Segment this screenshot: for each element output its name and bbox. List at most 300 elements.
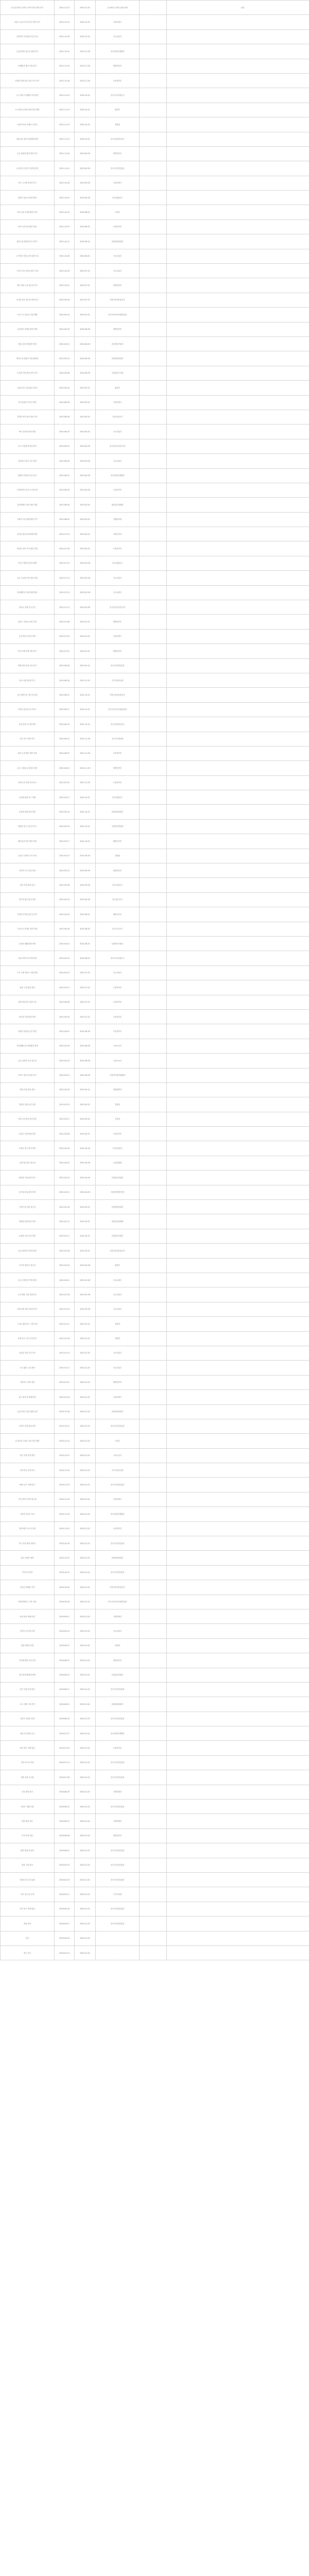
table-cell: 2021-05-17 xyxy=(55,834,75,849)
table-cell: 사인 시스템 표준화 연구 xyxy=(1,176,55,190)
table-cell xyxy=(140,234,167,249)
table-cell xyxy=(140,322,167,336)
table-cell xyxy=(167,336,309,351)
table-cell xyxy=(167,1507,309,1521)
table-cell: 2021-11-10 xyxy=(55,132,75,146)
table-cell: 과학기술정보통신부 xyxy=(96,1244,140,1258)
table-cell: 경찰청 xyxy=(96,1317,140,1331)
table-cell: 2021-05-13 xyxy=(55,849,75,863)
table-cell: 우체국 창구 편의 개선 xyxy=(1,1141,55,1156)
table-cell: 유니버설 디자인 교육 과정 개발 xyxy=(1,1434,55,1448)
table-row xyxy=(1,732,309,746)
table-cell: 지자체 협력 사업 추진 xyxy=(1,1653,55,1668)
table-row xyxy=(1,88,309,103)
table-cell: 점자블록 설치 기준 정비 xyxy=(1,454,55,468)
table-cell: 장애인 복지관 공간 개선 xyxy=(1,1024,55,1039)
table-cell: 2020-12-31 xyxy=(75,1682,96,1697)
table-cell xyxy=(167,1009,309,1024)
table-cell: 디지털 정보 접근성 향상 연구 xyxy=(1,293,55,307)
table-cell: 2020-12-31 xyxy=(75,1419,96,1433)
table-cell: 2022-06-30 xyxy=(75,351,96,366)
table-cell xyxy=(140,1828,167,1843)
table-cell xyxy=(140,1171,167,1185)
table-cell xyxy=(140,849,167,863)
table-cell xyxy=(167,673,309,687)
table-cell: 2020-08-31 xyxy=(55,1653,75,1668)
table-cell: 한국디자인진흥원 xyxy=(96,1419,140,1433)
table-cell xyxy=(140,746,167,760)
table-cell: 데이터베이스 구축 사업 xyxy=(1,1595,55,1609)
table-row xyxy=(1,863,309,878)
table-cell xyxy=(140,1697,167,1711)
table-cell: 지하철 역사 동선 개선 연구 xyxy=(1,410,55,424)
table-cell: 2021-09-24 xyxy=(55,308,75,322)
table-cell: 2021-08-12 xyxy=(55,468,75,483)
table-cell: 2021-01-31 xyxy=(75,1346,96,1360)
table-row xyxy=(1,219,309,234)
table-cell xyxy=(167,658,309,673)
table-cell: 2022-02-28 xyxy=(75,600,96,615)
table-cell: 서울특별시 xyxy=(96,629,140,643)
table-cell: 기획재정부 xyxy=(96,1785,140,1799)
table-cell: 행정안전부 xyxy=(96,1653,140,1668)
table-cell: 경찰청 xyxy=(96,1331,140,1346)
table-row xyxy=(1,937,309,951)
table-cell: 국토교통부 xyxy=(96,1346,140,1360)
table-row xyxy=(1,1800,309,1814)
table-cell xyxy=(140,1682,167,1697)
table-cell: 2022-09-30 xyxy=(75,146,96,161)
table-cell: 2021-03-31 xyxy=(75,1229,96,1243)
table-cell xyxy=(167,746,309,760)
table-cell: 2021-01-07 xyxy=(55,1375,75,1389)
table-cell xyxy=(140,1244,167,1258)
table-cell: 한국교통안전공단 xyxy=(96,132,140,146)
table-cell: 2021-04-08 xyxy=(55,995,75,1009)
table-row xyxy=(1,1009,309,1024)
table-cell: 한국건설기술연구원 xyxy=(96,600,140,615)
table-row xyxy=(1,1814,309,1828)
table-cell xyxy=(167,1068,309,1082)
table-cell xyxy=(167,454,309,468)
table-cell xyxy=(140,1156,167,1170)
table-cell xyxy=(140,527,167,541)
table-cell xyxy=(140,761,167,775)
table-cell: 2020-12-31 xyxy=(75,1668,96,1682)
table-cell xyxy=(167,381,309,395)
table-cell: 2021-04-01 xyxy=(55,1024,75,1039)
table-cell xyxy=(140,980,167,995)
table-cell xyxy=(167,1258,309,1273)
table-cell xyxy=(167,44,309,59)
table-cell: 2021-01-25 xyxy=(55,1302,75,1316)
table-cell: 2022-11-30 xyxy=(75,59,96,73)
table-cell xyxy=(140,1814,167,1828)
table-cell: 2022-03-31 xyxy=(75,527,96,541)
table-cell xyxy=(140,410,167,424)
table-row xyxy=(1,761,309,775)
table-cell: 지하보도 안전 개선 xyxy=(1,1375,55,1389)
table-cell: 보건복지부 xyxy=(96,775,140,790)
table-row xyxy=(1,191,309,205)
table-cell: 2021-01-18 xyxy=(55,1331,75,1346)
table-cell: 2020-12-31 xyxy=(75,1478,96,1492)
table-cell: 산림청 xyxy=(96,849,140,863)
table-cell: 여성가족부 xyxy=(96,527,140,541)
table-cell: 보건복지부 xyxy=(96,73,140,88)
table-cell: 재난 대피 시설 접근성 연구 xyxy=(1,278,55,293)
table-cell: 한국토지주택공사 xyxy=(96,88,140,103)
table-cell xyxy=(140,498,167,512)
table-cell: 국제 표준 동향 조사 xyxy=(1,1463,55,1478)
table-cell: 행정안전부 xyxy=(96,1375,140,1389)
table-cell: 2020-05-11 xyxy=(55,1887,75,1902)
table-cell: 산업통상자원부 xyxy=(96,1171,140,1185)
table-row xyxy=(1,1551,309,1565)
table-row xyxy=(1,1507,309,1521)
table-cell: 2021-05-20 xyxy=(55,819,75,834)
table-cell: 2021-10-31 xyxy=(75,805,96,819)
table-row xyxy=(1,1492,309,1506)
table-cell: 공공건축물 접근성 실태 조사 xyxy=(1,44,55,59)
table-cell xyxy=(140,366,167,380)
table-cell: 2021-10-31 xyxy=(75,790,96,805)
table-cell: 국토교통부 xyxy=(96,454,140,468)
table-cell xyxy=(140,132,167,146)
table-row xyxy=(1,1887,309,1902)
table-row xyxy=(1,308,309,322)
table-cell xyxy=(167,512,309,527)
table-cell: 어린이집 안전 설계 기준 xyxy=(1,995,55,1009)
table-row xyxy=(1,1463,309,1478)
table-cell xyxy=(140,1785,167,1799)
table-cell: 2022-09-30 xyxy=(75,161,96,176)
table-cell: 공공 일자리 공간 접근성 xyxy=(1,1054,55,1068)
table-row xyxy=(1,541,309,556)
table-cell: 2022-02-28 xyxy=(75,585,96,600)
table-cell: 공공 주차장 이용 편의 개선 xyxy=(1,571,55,585)
table-cell xyxy=(167,1828,309,1843)
table-cell: 2021-11-30 xyxy=(55,59,75,73)
table-cell xyxy=(140,1580,167,1595)
table-cell: 쉬운 글 안내문 제작 지침 xyxy=(1,746,55,760)
table-cell: 연차 보고서 작성 xyxy=(1,1755,55,1770)
table-row xyxy=(1,922,309,936)
table-row xyxy=(1,468,309,483)
table-row xyxy=(1,1755,309,1770)
table-cell: 2021-11-30 xyxy=(75,746,96,760)
table-cell xyxy=(140,1595,167,1609)
table-row xyxy=(1,161,309,176)
table-row xyxy=(1,278,309,293)
table-cell: 소방청 xyxy=(96,1112,140,1126)
table-cell: 과학기술정보통신부 xyxy=(96,293,140,307)
table-cell xyxy=(167,761,309,775)
table-cell: 2020-06-15 xyxy=(55,1814,75,1828)
table-cell xyxy=(167,702,309,717)
table-cell: 전문가 자문단 운영 xyxy=(1,1711,55,1726)
table-cell xyxy=(167,1638,309,1653)
table-cell: 2021-04-30 xyxy=(75,1156,96,1170)
table-cell: 영유아 동반 가족 편의 개선 xyxy=(1,541,55,556)
table-cell xyxy=(140,483,167,497)
table-cell: 2021-01-31 xyxy=(75,1361,96,1375)
table-cell xyxy=(140,1404,167,1419)
table-cell: 2021-04-22 xyxy=(55,937,75,951)
table-row xyxy=(1,1375,309,1389)
table-cell xyxy=(140,1770,167,1785)
table-cell: 버스정류장 디자인 개선 xyxy=(1,395,55,410)
table-row xyxy=(1,249,309,263)
table-cell: 보건복지부 xyxy=(96,1024,140,1039)
table-row xyxy=(1,1697,309,1711)
table-row xyxy=(1,351,309,366)
table-cell: 민간 참여 활성화 방안 xyxy=(1,1668,55,1682)
table-cell: 기획재정부 xyxy=(96,1609,140,1623)
table-cell xyxy=(140,644,167,658)
table-cell: 2021-09-30 xyxy=(75,849,96,863)
table-cell xyxy=(167,425,309,439)
table-cell: 휠체어 이용자 동선 분석 xyxy=(1,468,55,483)
table-cell xyxy=(140,1112,167,1126)
table-cell: 한국건설기술연구원 xyxy=(96,439,140,453)
table-row xyxy=(1,951,309,965)
table-cell xyxy=(140,1273,167,1287)
table-cell: 2021-10-28 xyxy=(55,176,75,190)
table-cell xyxy=(140,1931,167,1945)
table-cell: 2020-09-07 xyxy=(55,1638,75,1653)
table-cell xyxy=(140,688,167,702)
table-cell: 2021-09-10 xyxy=(55,351,75,366)
table-cell: 영화진흥위원회 xyxy=(96,1214,140,1229)
table-cell: 장애인 편의시설 설치 기준 연구 xyxy=(1,73,55,88)
table-cell: 2020-07-20 xyxy=(55,1741,75,1755)
table-cell xyxy=(140,1638,167,1653)
table-cell xyxy=(167,219,309,234)
table-cell: 2021-11-15 xyxy=(55,117,75,132)
table-cell xyxy=(167,556,309,570)
table-cell: (재) xyxy=(167,1,309,15)
table-cell: 2020-07-13 xyxy=(55,1755,75,1770)
table-cell xyxy=(140,336,167,351)
table-cell: 산업통상자원부 xyxy=(96,1229,140,1243)
table-cell: 2022-09-30 xyxy=(75,191,96,205)
table-cell: 체육시설 장애인 이용 활성화 xyxy=(1,351,55,366)
table-cell xyxy=(167,1463,309,1478)
table-cell: 한국교통안전공단 xyxy=(96,717,140,732)
table-cell: 2020-12-31 xyxy=(75,1609,96,1623)
table-cell: 해외 우수 사례 분석 xyxy=(1,1478,55,1492)
table-cell: 2020-12-21 xyxy=(55,1419,75,1433)
table-cell: - xyxy=(96,1931,140,1945)
table-cell: 2022-10-31 xyxy=(75,132,96,146)
table-cell xyxy=(167,322,309,336)
table-row xyxy=(1,907,309,922)
table-cell: 2021-02-22 xyxy=(55,1185,75,1199)
table-cell: 2020-12-31 xyxy=(75,1463,96,1478)
table-row xyxy=(1,322,309,336)
table-cell: 2021-01-04 xyxy=(55,1390,75,1404)
table-cell: 2022-02-28 xyxy=(75,571,96,585)
table-cell: 2021-05-31 xyxy=(75,1112,96,1126)
table-cell: 교육부 xyxy=(96,1434,140,1448)
table-cell: 보건복지부 xyxy=(96,219,140,234)
table-cell: 2021-01-31 xyxy=(75,1375,96,1389)
table-cell: 2020-12-31 xyxy=(75,1770,96,1785)
table-row xyxy=(1,29,309,44)
table-cell: 2020-12-31 xyxy=(75,1624,96,1638)
table-cell xyxy=(167,366,309,380)
table-cell: 2021-10-05 xyxy=(55,264,75,278)
table-cell: 자율주행 셔틀 승하차 연구 xyxy=(1,1302,55,1316)
table-cell: 2021-07-19 xyxy=(55,571,75,585)
table-cell xyxy=(167,937,309,951)
table-cell: 홍보 콘텐츠 제작 xyxy=(1,1551,55,1565)
table-cell: 2022-09-30 xyxy=(75,176,96,190)
table-cell: 성과 관리 체계 마련 xyxy=(1,1609,55,1623)
table-row xyxy=(1,73,309,88)
table-row xyxy=(1,1785,309,1799)
table-cell: 한국디자인진흥원 xyxy=(96,1682,140,1697)
table-cell xyxy=(167,1229,309,1243)
table-cell xyxy=(140,1361,167,1375)
table-cell xyxy=(167,88,309,103)
table-cell xyxy=(167,1434,309,1448)
table-cell: 유니버설 디자인 인증제 운영 xyxy=(1,161,55,176)
table-cell: 2021-07-31 xyxy=(75,965,96,980)
table-row xyxy=(1,819,309,834)
table-cell: 2021-05-10 xyxy=(55,863,75,878)
table-cell xyxy=(140,29,167,44)
table-row xyxy=(1,1361,309,1375)
table-cell: 인증 기관 운영 평가 xyxy=(1,1682,55,1697)
table-cell: 행정안전부 xyxy=(96,322,140,336)
table-cell: 2021-03-18 xyxy=(55,1082,75,1097)
table-cell xyxy=(140,1127,167,1141)
table-cell: 고용노동부 xyxy=(96,1039,140,1053)
table-cell xyxy=(167,1770,309,1785)
table-cell: 픽토그램 표준화 연구 xyxy=(1,673,55,687)
table-cell: 2020-11-02 xyxy=(55,1521,75,1536)
table-cell: 도시공원 무장애 설계 지침 개발 xyxy=(1,103,55,117)
table-cell: 법원 이용 편의 개선 xyxy=(1,1082,55,1097)
table-cell: 임산부 편의시설 확충 방안 xyxy=(1,527,55,541)
table-row xyxy=(1,615,309,629)
table-cell xyxy=(140,951,167,965)
table-row xyxy=(1,1580,309,1595)
table-cell: 모바일 앱 접근성 가이드 xyxy=(1,702,55,717)
table-cell xyxy=(140,191,167,205)
table-cell xyxy=(167,995,309,1009)
table-cell: 2021-02-25 xyxy=(55,1171,75,1185)
table-cell xyxy=(167,395,309,410)
table-cell: 2020-12-31 xyxy=(75,1697,96,1711)
table-cell xyxy=(167,59,309,73)
table-cell: 한국디자인진흥원 xyxy=(96,1565,140,1580)
table-cell xyxy=(140,425,167,439)
table-cell xyxy=(167,1478,309,1492)
table-row xyxy=(1,1024,309,1039)
table-cell: 음성 안내 시스템 개선 xyxy=(1,717,55,732)
table-cell xyxy=(140,1858,167,1872)
table-cell xyxy=(167,1419,309,1433)
table-cell: 2021-05-03 xyxy=(55,892,75,907)
table-cell xyxy=(167,1127,309,1141)
table-cell: 국토교통부 xyxy=(96,425,140,439)
table-cell xyxy=(167,205,309,219)
table-cell: 쇼핑몰 이동 동선 개선 xyxy=(1,1229,55,1243)
table-cell: 2020-04-13 xyxy=(55,1945,75,1960)
table-cell xyxy=(167,29,309,44)
table-cell: 2021-08-26 xyxy=(55,410,75,424)
table-cell xyxy=(167,1404,309,1419)
table-cell: 문화체육관광부 xyxy=(96,1551,140,1565)
table-row xyxy=(1,498,309,512)
table-cell: 한국지능정보사회진흥원 xyxy=(96,1595,140,1609)
table-cell xyxy=(140,1141,167,1156)
table-cell xyxy=(167,1171,309,1185)
table-cell xyxy=(140,59,167,73)
table-cell: 2020-12-14 xyxy=(55,1434,75,1448)
table-row xyxy=(1,702,309,717)
table-cell: 2021-02-11 xyxy=(55,1229,75,1243)
table-row xyxy=(1,673,309,687)
table-cell: 서울특별시 xyxy=(96,176,140,190)
table-cell: 국토교통부 xyxy=(96,249,140,263)
table-row xyxy=(1,381,309,395)
table-cell: 2022-12-31 xyxy=(75,29,96,44)
table-cell xyxy=(140,1551,167,1565)
table-cell xyxy=(140,1653,167,1668)
table-cell: 국토교통부 xyxy=(96,1287,140,1302)
table-row xyxy=(1,1156,309,1170)
table-cell xyxy=(140,176,167,190)
table-cell: 2020-05-25 xyxy=(55,1858,75,1872)
table-cell: 한국디자인진흥원 xyxy=(96,161,140,176)
table-cell: 2021-03-02 xyxy=(55,1156,75,1170)
table-cell: 2021-05-27 xyxy=(55,790,75,805)
table-cell: 보도 포장재 안전성 평가 xyxy=(1,439,55,453)
table-cell xyxy=(167,951,309,965)
table-cell: 2022-02-28 xyxy=(75,556,96,570)
table-cell: 2021-10-31 xyxy=(75,834,96,849)
table-cell xyxy=(140,541,167,556)
table-cell: 정책 제안 보고서 작성 xyxy=(1,1521,55,1536)
table-cell: 2022-05-31 xyxy=(75,381,96,395)
table-cell xyxy=(140,1800,167,1814)
table-cell: 2020-12-31 xyxy=(75,1565,96,1580)
table-cell: 2021-06-24 xyxy=(55,673,75,687)
table-cell xyxy=(140,775,167,790)
table-cell: 돌봄 시설 환경 개선 xyxy=(1,980,55,995)
table-cell: 2021-01-28 xyxy=(55,1287,75,1302)
table-cell: 2021-09-20 xyxy=(55,322,75,336)
table-cell xyxy=(167,1112,309,1126)
table-cell xyxy=(167,1390,309,1404)
table-cell xyxy=(140,278,167,293)
table-cell: 환경부 xyxy=(96,1258,140,1273)
table-cell: 2021-08-09 xyxy=(55,483,75,497)
table-cell: 2021-10-15 xyxy=(55,219,75,234)
table-cell xyxy=(167,146,309,161)
table-cell xyxy=(140,1097,167,1112)
table-row xyxy=(1,746,309,760)
table-cell: 보건복지부 xyxy=(96,1127,140,1141)
table-cell: 공공 시설물 유지관리 개선 xyxy=(1,761,55,775)
table-cell xyxy=(140,512,167,527)
table-row xyxy=(1,556,309,570)
table-row xyxy=(1,892,309,907)
